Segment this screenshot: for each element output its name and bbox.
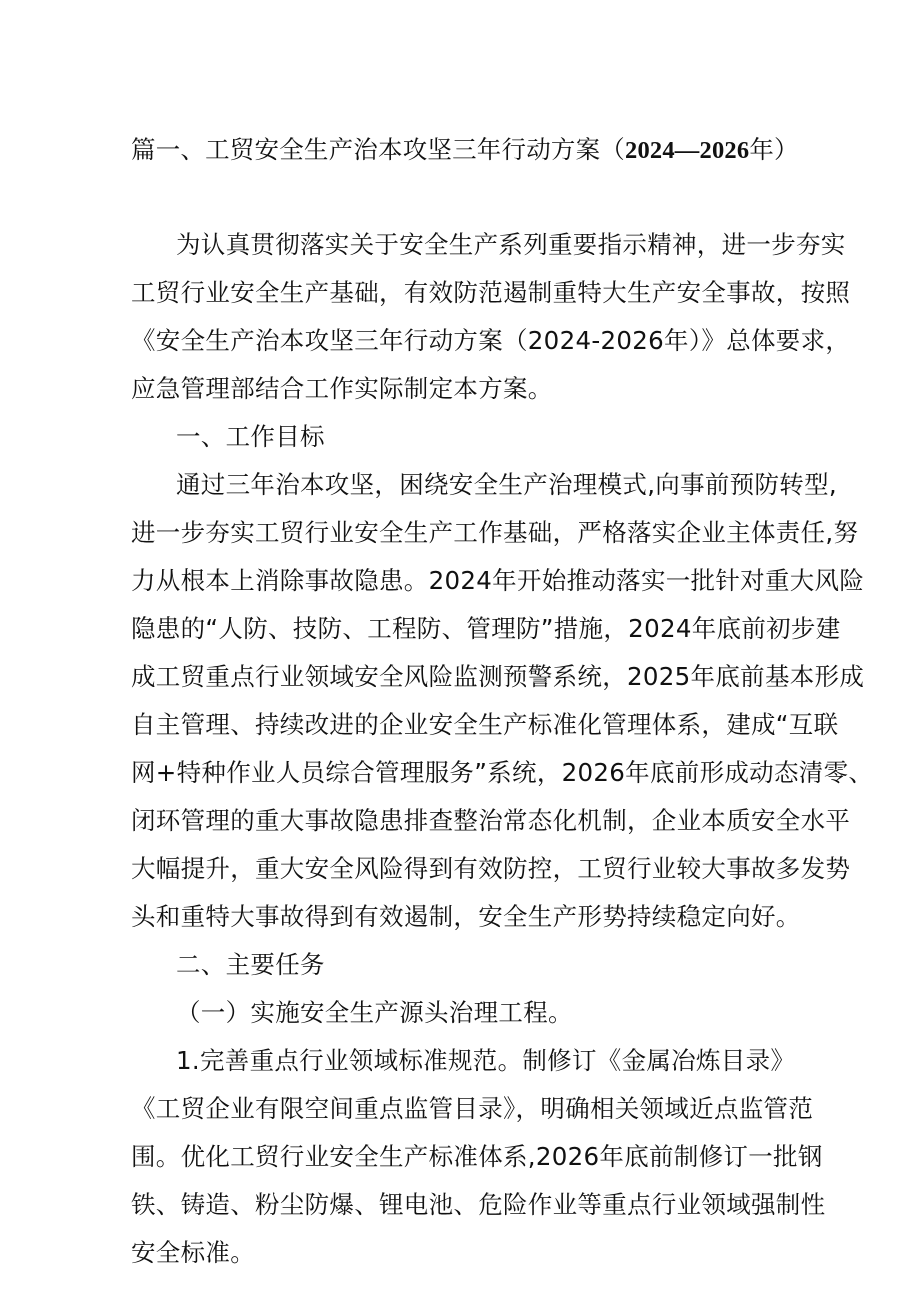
paragraph-line-2: 工贸行业安全生产基础，有效防范遏制重特大生产安全事故，按照 xyxy=(131,278,851,307)
paragraph-line-11: 网+特种作业人员综合管理服务”系统，2026年底前形成动态清零、 xyxy=(131,758,874,787)
paragraph-line-10: 自主管理、持续改进的企业安全生产标准化管理体系，建成“互联 xyxy=(131,710,839,739)
document-title xyxy=(131,134,799,167)
paragraph-line-5: 通过三年治本攻坚，困绕安全生产治理模式,向事前预防转型, xyxy=(176,470,837,499)
paragraph-line-12: 闭环管理的重大事故隐患排查整治常态化机制，企业本质安全水平 xyxy=(131,806,851,835)
section-heading-goals: 一、工作目标 xyxy=(176,422,325,451)
paragraph-line-6: 进一步夯实工贸行业安全生产工作基础，严格落实企业主体责任,努 xyxy=(131,518,859,547)
paragraph-line-19: 安全标准。 xyxy=(131,1238,255,1267)
title-prefix: 篇一、工贸安全生产治本攻坚三年行动方案（ xyxy=(131,135,625,164)
paragraph-line-16: 《工贸企业有限空间重点监管目录》，明确相关领域近点监管范 xyxy=(131,1094,814,1123)
paragraph-line-1: 为认真贯彻落实关于安全生产系列重要指示精神，进一步夯实 xyxy=(176,230,846,259)
paragraph-line-8: 隐患的“人防、技防、工程防、管理防”措施，2024年底前初步建 xyxy=(131,614,841,643)
paragraph-line-3: 《安全生产治本攻坚三年行动方案（2024-2026年）》总体要求， xyxy=(131,326,851,355)
paragraph-line-9: 成工贸重点行业领域安全风险监测预警系统，2025年底前基本形成 xyxy=(131,662,865,691)
paragraph-line-7: 力从根本上消除事故隐患。2024年开始推动落实一批针对重大风险 xyxy=(131,566,865,595)
section-heading-tasks: 二、主要任务 xyxy=(176,950,325,979)
paragraph-line-13: 大幅提升，重大安全风险得到有效防控，工贸行业较大事故多发势 xyxy=(131,854,851,883)
title-years: 2024—2026 xyxy=(625,137,750,164)
paragraph-line-18: 铁、铸造、粉尘防爆、锂电池、危险作业等重点行业领域强制性 xyxy=(131,1190,826,1219)
paragraph-line-14: 头和重特大事故得到有效遏制，安全生产形势持续稳定向好。 xyxy=(131,902,801,931)
paragraph-line-15: 1.完善重点行业领域标准规范。制修订《金属冶炼目录》 xyxy=(176,1046,796,1075)
paragraph-line-17: 围。优化工贸行业安全生产标准体系,2026年底前制修订一批钢 xyxy=(131,1142,823,1171)
title-suffix: 年） xyxy=(749,135,799,164)
paragraph-line-4: 应急管理部结合工作实际制定本方案。 xyxy=(131,374,553,403)
subsection-heading-1: （一）实施安全生产源头治理工程。 xyxy=(176,998,573,1027)
